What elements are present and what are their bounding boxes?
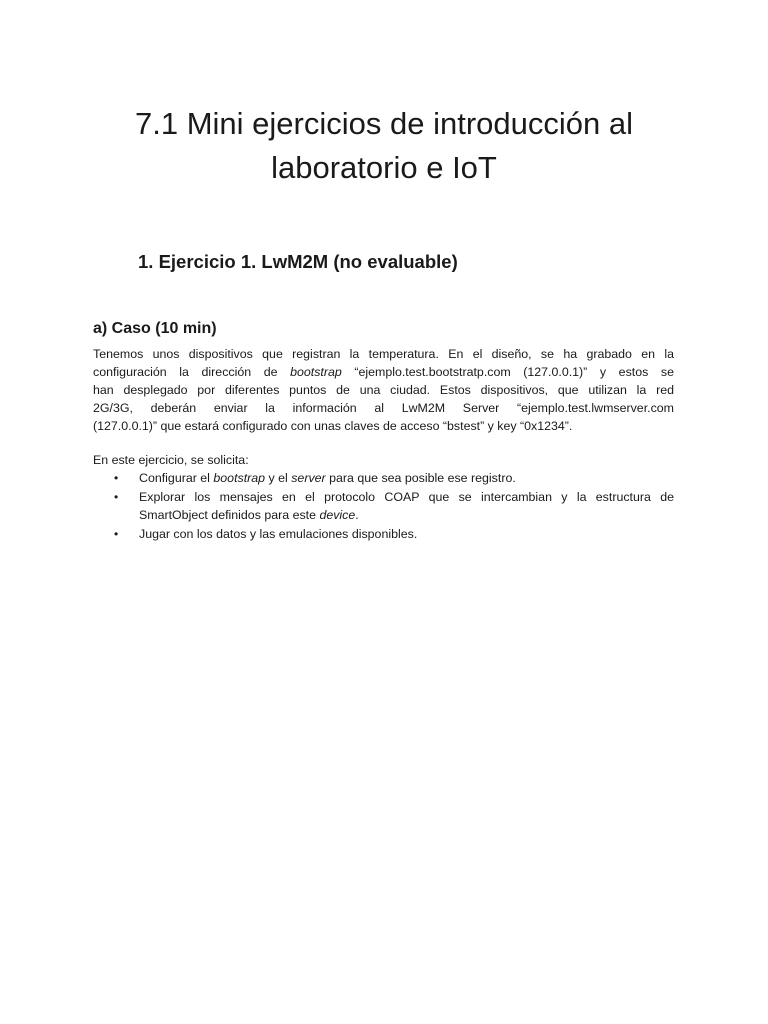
paragraph-line: han desplegado por diferentes puntos de una ciudad. Estos dispositivos, que utilizan la red [93,383,674,397]
list-item-text: Explorar los mensajes en el protocolo COAP que se intercambian y la estructura de [139,490,674,504]
bullet-icon: • [114,490,119,504]
section-heading: 1. Ejercicio 1. LwM2M (no evaluable) [138,251,458,272]
page-title-line-1: 7.1 Mini ejercicios de introducción al [135,106,633,141]
italic-term: device [319,508,356,522]
list-item [93,525,674,543]
paragraph-line [93,363,674,381]
case-description-paragraph [93,345,674,435]
paragraph-line: Tenemos unos dispositivos que registran la temperatura. En el diseño, se ha grabado en la [93,347,674,361]
paragraph-line: (127.0.0.1)” que estará configurado con unas claves de acceso “bstest” y key “0x1234”. [93,419,573,433]
text-span: para que sea posible ese registro. [325,471,516,485]
text-span: configuración la dirección de [93,365,291,379]
text-span: Configurar el [139,471,214,485]
list-item [93,488,674,524]
list-item-text [139,506,674,524]
list-item [93,469,674,487]
paragraph-line: 2G/3G, deberán enviar la información al LwM2M Server “ejemplo.test.lwmserver.com [93,401,674,415]
paragraph-line: En este ejercicio, se solicita: [93,453,249,467]
sub-heading: a) Caso (10 min) [93,320,217,337]
list-item-text: Jugar con los datos y las emulaciones disponibles. [139,527,418,541]
list-item-text [139,469,674,487]
page-title [60,102,708,190]
italic-term: bootstrap [213,471,266,485]
page-title-line-2: laboratorio e IoT [271,150,497,185]
text-span: “ejemplo.test.bootstratp.com (127.0.0.1)” y estos se [341,365,674,379]
text-span: . [355,508,359,522]
italic-term: server [291,471,326,485]
task-list [93,469,674,544]
text-span: SmartObject definidos para este [139,508,320,522]
italic-term: bootstrap [290,365,342,379]
text-span: y el [265,471,292,485]
request-intro-paragraph [93,451,674,469]
bullet-icon: • [114,527,119,541]
bullet-icon: • [114,471,119,485]
